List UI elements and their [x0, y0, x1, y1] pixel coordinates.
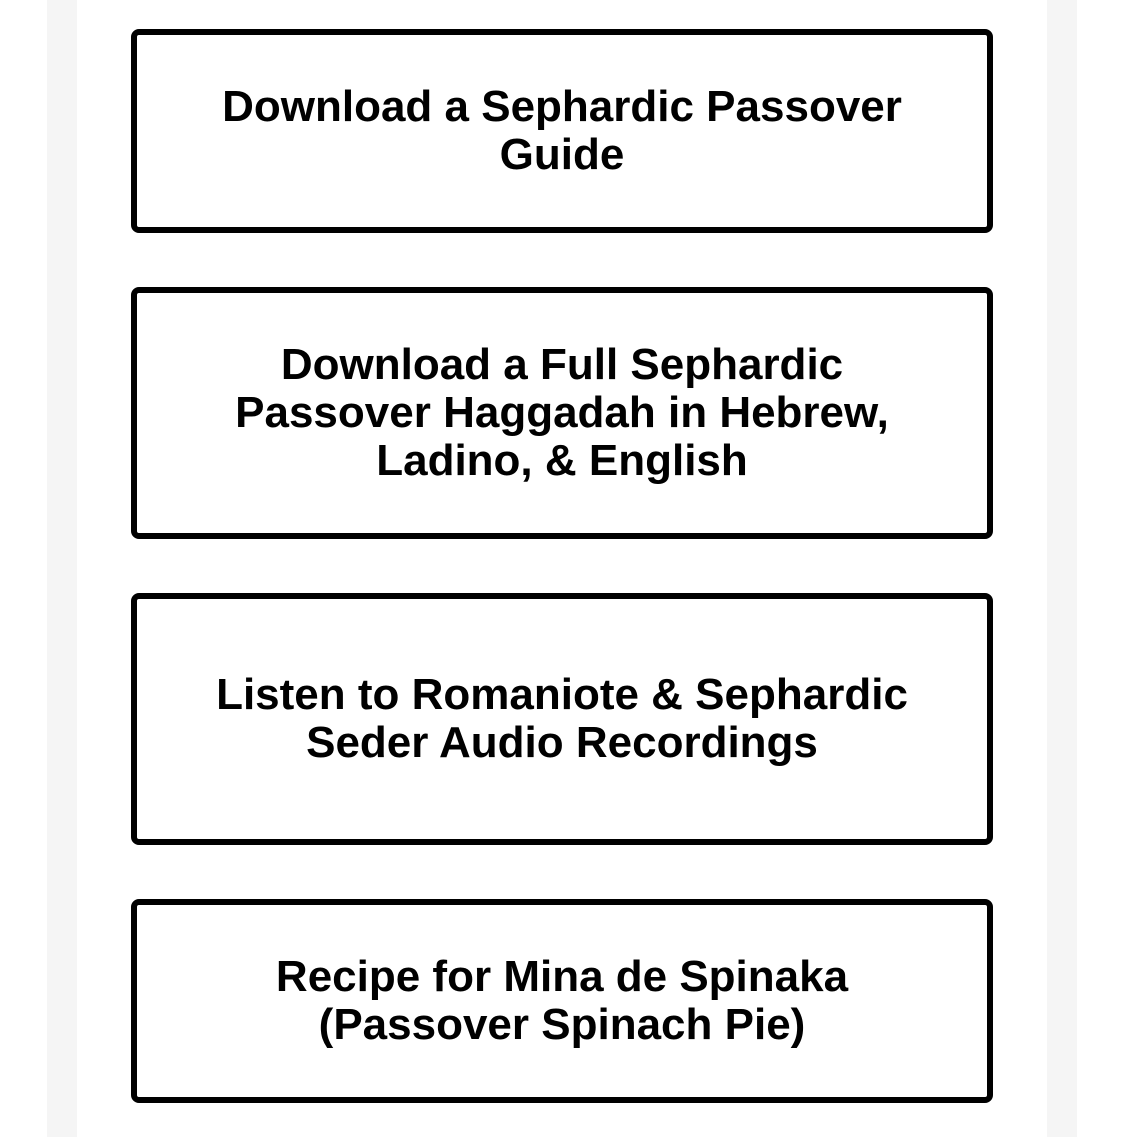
mina-de-spinaka-recipe-label: Recipe for Mina de Spinaka (Passover Spinach Pie): [275, 952, 849, 1049]
seder-audio-recordings-button[interactable]: [131, 593, 993, 845]
full-haggadah-download-button[interactable]: [131, 287, 993, 539]
mina-de-spinaka-recipe-button[interactable]: [131, 899, 993, 1103]
right-page-gutter: [1047, 0, 1077, 1137]
sephardic-passover-guide-button[interactable]: [131, 29, 993, 233]
full-haggadah-download-label: Download a Full Sephardic Passover Haggadah in Hebrew, Ladino, & English: [235, 340, 889, 485]
seder-audio-recordings-label: Listen to Romaniote & Sephardic Seder Audio Recordings: [216, 670, 908, 767]
left-page-gutter: [47, 0, 77, 1137]
sephardic-passover-guide-label: Download a Sephardic Passover Guide: [222, 82, 902, 179]
